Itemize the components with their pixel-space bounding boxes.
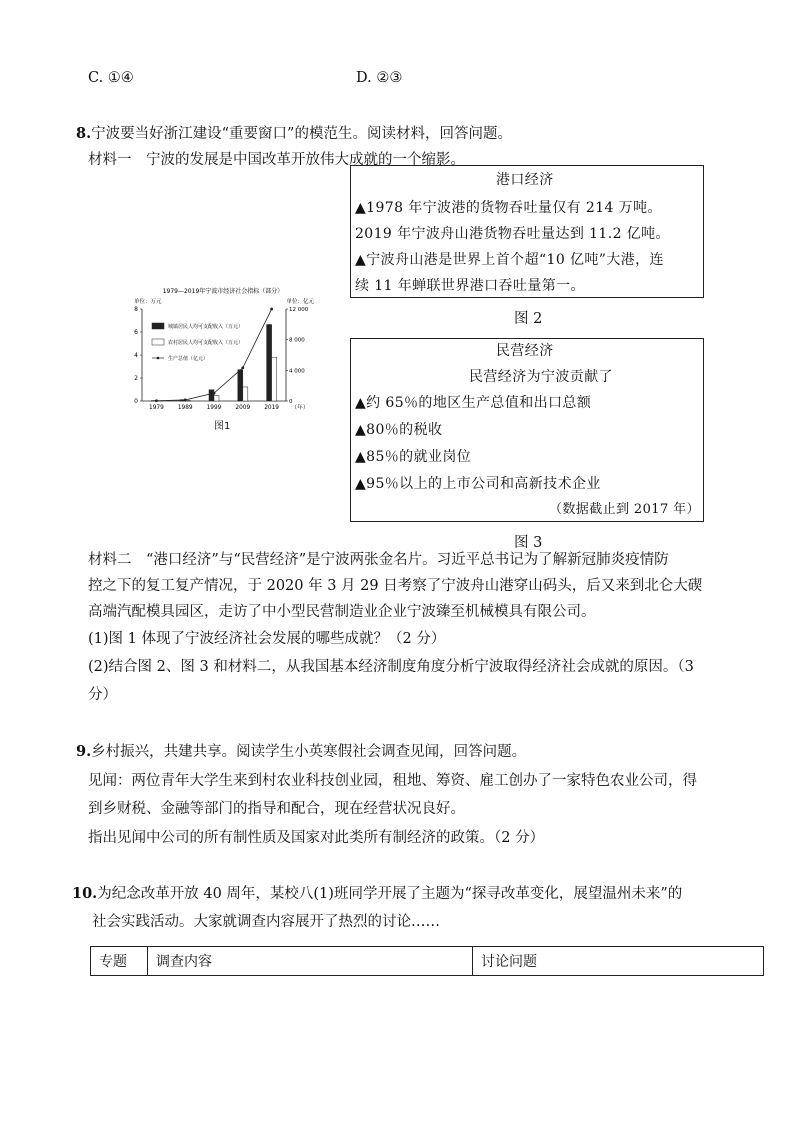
figure1-caption: 图1 (214, 421, 231, 432)
q10-line2: 社会实践活动。大家就调查内容展开了热烈的讨论…… (92, 914, 440, 930)
figure3-note: （数据截止到 2017 年） (549, 502, 700, 517)
legend-label: 城镇居民人均可支配收入（万元） (168, 324, 244, 330)
x-tick-label: 2009 (235, 405, 251, 411)
gdp-point (155, 399, 158, 402)
gdp-point (241, 366, 244, 369)
y-tick-label-right: 4 000 (289, 368, 305, 375)
x-tick-label: 1999 (206, 405, 222, 411)
x-tick-label: 1989 (177, 405, 193, 411)
figure3-line: ▲95％以上的上市公司和高新技术企业 (355, 476, 601, 492)
bar (238, 370, 243, 401)
y-tick-label-right: 0 (289, 399, 293, 405)
q9-stem-text: 乡村振兴，共建共享。阅读学生小英寒假社会调查见闻，回答问题。 (91, 744, 527, 760)
y-tick-label-right: 8 000 (289, 337, 305, 344)
figure3-subtitle: 民营经济为宁波贡献了 (469, 369, 613, 385)
legend-label: 农村居民人均可支配收入（万元） (168, 340, 244, 346)
q9-line: 见闻：两位青年大学生来到村农业科技创业园，租地、筹资、雇工创办了一家特色农业公司，得 (88, 773, 697, 789)
option-c: C. ①④ (88, 70, 134, 86)
option-d: D. ②③ (356, 70, 403, 86)
figure3-caption: 图 3 (514, 535, 543, 551)
q8-sub2-line: (2)结合图 2、图 3 和材料二，从我国基本经济制度角度分析宁波取得经济社会成就的原因。（3 (88, 659, 694, 675)
figure2-caption: 图 2 (514, 311, 543, 327)
y-tick-label-left: 2 (134, 375, 138, 382)
q8-material2-line: 材料二 “港口经济”与“民营经济”是宁波两张金名片。习近平总书记为了解新冠肺炎疫情防 (88, 552, 669, 568)
chart-left-unit: 单位：万元 (134, 299, 162, 305)
q10-table (90, 946, 764, 976)
q10-line-text: 为纪念改革开放 40 周年，某校八(1)班同学开展了主题为“探寻改革变化，展望温州未来”的 (97, 886, 683, 902)
legend-swatch (152, 339, 164, 345)
gdp-point (184, 399, 187, 402)
q10-number: 10. (72, 885, 98, 902)
q8-material2-line: 控之下的复工复产情况，于 2020 年 3 月 29 日考察了宁波舟山港穿山码头，后又来到北仑大碶 (88, 578, 703, 594)
bar (209, 390, 214, 401)
figure3-line: ▲85％的就业岗位 (355, 449, 472, 465)
x-tick-label: 2019 (264, 405, 279, 411)
q10-line1 (72, 884, 682, 904)
bar (214, 395, 219, 401)
q9-number: 9. (76, 743, 92, 760)
legend-line-marker (157, 357, 160, 360)
gdp-point (213, 392, 216, 395)
table-header-topic: 专题 (91, 947, 148, 976)
x-tick-label: 1979 (149, 405, 164, 411)
q8-material1: 材料一 宁波的发展是中国改革开放伟大成就的一个缩影。 (88, 152, 465, 168)
gdp-line (156, 309, 271, 401)
q8-sub2-line: 分） (88, 687, 117, 703)
q9-line: 到乡财税、金融等部门的指导和配合，现在经营状况良好。 (88, 801, 465, 817)
bar (243, 387, 248, 401)
figure3-title: 民营经济 (496, 343, 554, 359)
y-tick-label-right: 12 000 (289, 307, 309, 313)
chart-title: 1979—2019年宁波市经济社会指标（部分） (162, 288, 284, 295)
bar (267, 325, 272, 401)
figure3-box (350, 338, 704, 522)
x-axis-unit: （年） (291, 405, 309, 411)
legend-label: 生产总值（亿元） (168, 356, 209, 362)
figure3-line: ▲约 65％的地区生产总值和出口总额 (355, 395, 592, 411)
figure2-line: 续 11 年蝉联世界港口吞吐量第一。 (355, 278, 585, 294)
figure2-line: ▲1978 年宁波港的货物吞吐量仅有 214 万吨。 (355, 200, 662, 216)
q8-stem (76, 124, 512, 144)
figure2-line: ▲宁波舟山港是世界上首个超“10 亿吨”大港，连 (355, 252, 664, 268)
table-header-content: 调查内容 (148, 947, 473, 976)
figure1-chart (128, 283, 318, 418)
figure3-line: ▲80％的税收 (355, 422, 443, 438)
q8-stem-text: 宁波要当好浙江建设“重要窗口”的模范生。阅读材料，回答问题。 (91, 126, 512, 142)
y-tick-label-left: 6 (134, 329, 138, 336)
figure2-line: 2019 年宁波舟山港货物吞吐量达到 11.2 亿吨。 (355, 226, 670, 242)
gdp-point (270, 308, 273, 311)
legend-swatch (152, 323, 164, 329)
q8-number: 8. (76, 125, 92, 142)
figure2-title: 港口经济 (496, 172, 554, 188)
y-tick-label-left: 8 (134, 306, 138, 313)
bar (272, 357, 277, 401)
chart-right-unit: 单位：亿元 (286, 299, 314, 305)
q9-stem (76, 742, 526, 762)
table-header-question: 讨论问题 (473, 947, 764, 976)
figure2-box (350, 165, 704, 298)
y-tick-label-left: 4 (134, 352, 138, 359)
table-row (91, 947, 764, 976)
q8-sub1: (1)图 1 体现了宁波经济社会发展的哪些成就？（2 分） (88, 631, 446, 647)
y-tick-label-left: 0 (134, 398, 138, 405)
q8-material2-line: 高端汽配模具园区，走访了中小型民营制造业企业宁波臻至机械模具有限公司。 (88, 604, 596, 620)
q9-line: 指出见闻中公司的所有制性质及国家对此类所有制经济的政策。（2 分） (88, 830, 545, 846)
